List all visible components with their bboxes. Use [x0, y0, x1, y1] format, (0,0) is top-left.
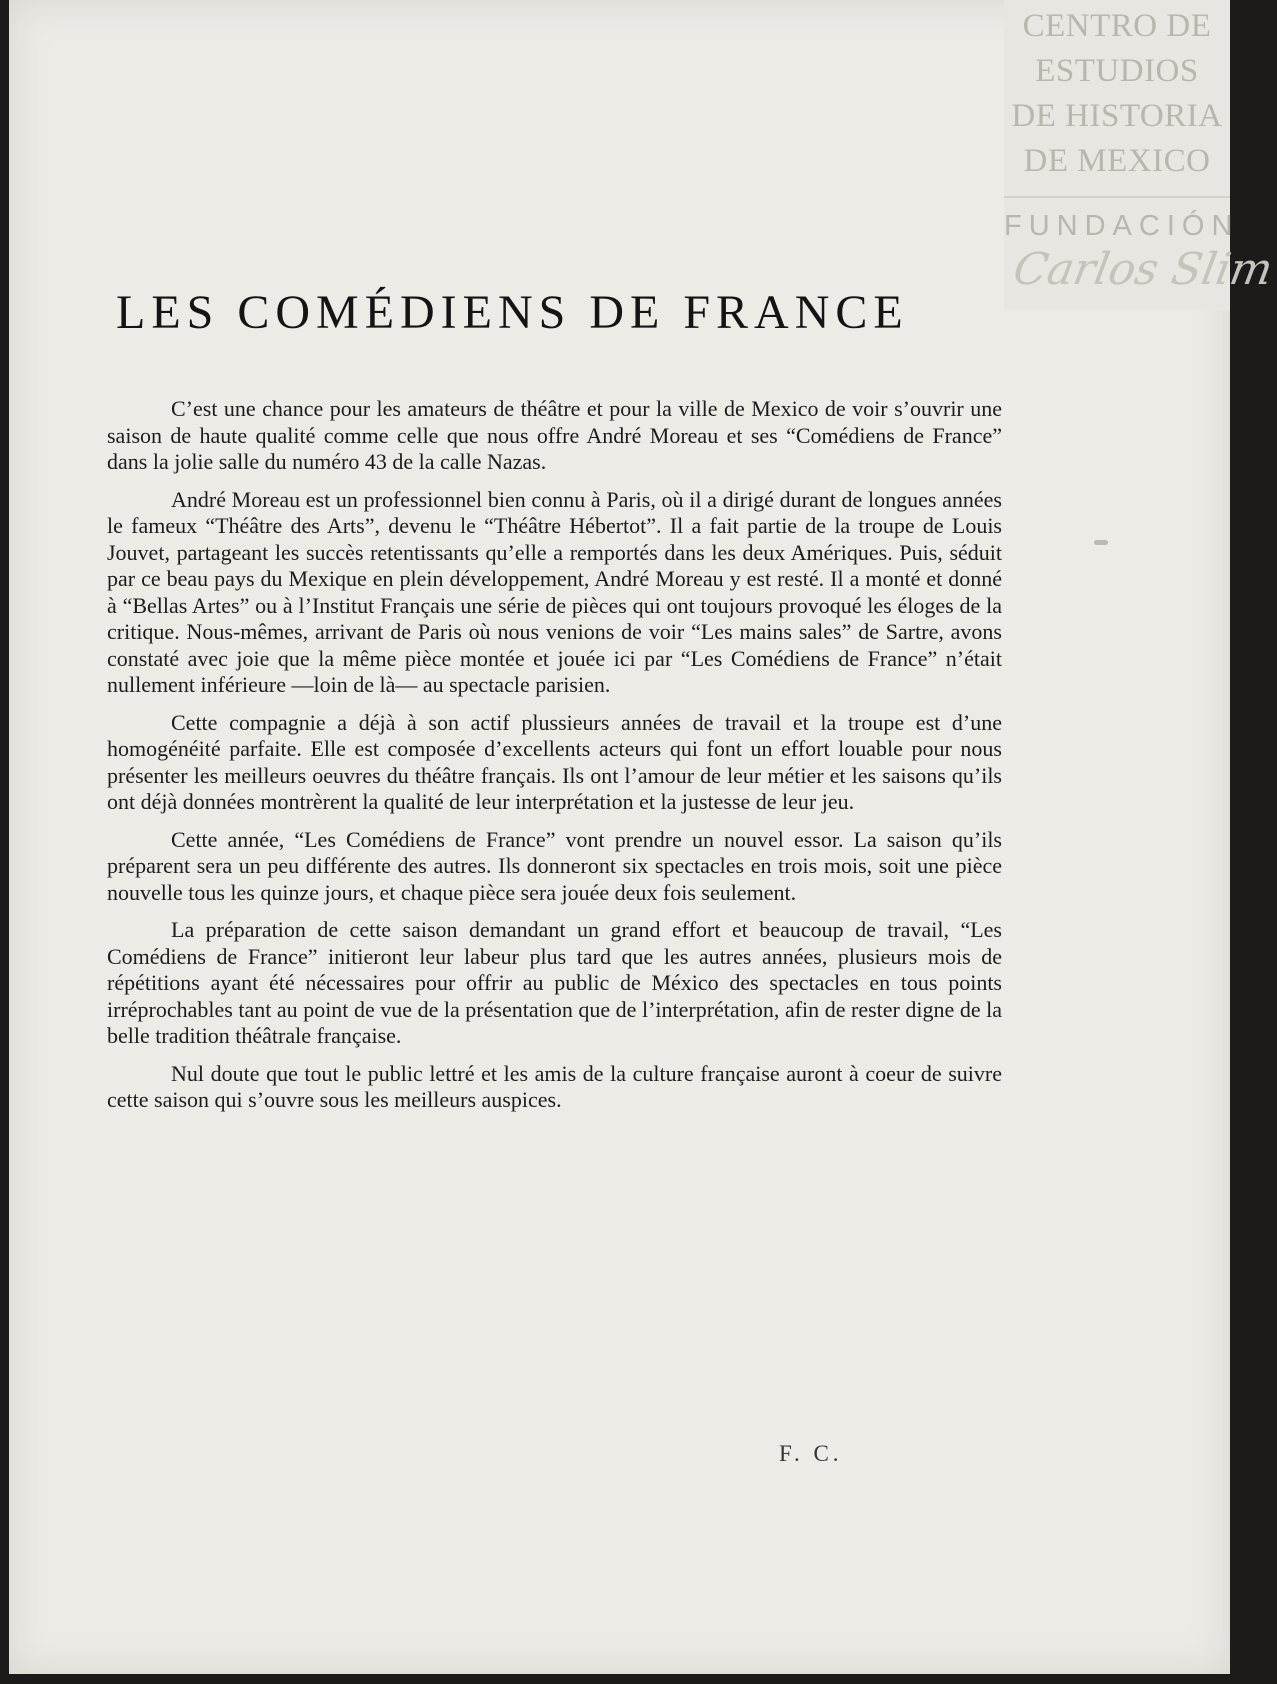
watermark-foundation: FUNDACIÓN [1004, 210, 1240, 242]
article-paragraph: La préparation de cette saison demandant un grand effort et beaucoup de travail, “Les Comédiens de France” initieront leur labeur plus tard que les autres années, plusieurs mois de répétitions ayant été nécessaires pour offrir au public de México des spectacles en tous points irréprochables tant au point de vue de la présentation que de l’interprétation, afin de rester digne de la belle tradition théâtrale française. [107, 917, 1002, 1048]
article-paragraph: Cette compagnie a déjà à son actif plussieurs années de travail et la troupe est d’une homogénéité parfaite. Elle est composée d’excellents acteurs qui font un effort louable pour nous présenter les meilleurs oeuvres du théâtre français. Ils ont l’amour de leur métier et les saisons qu’ils ont déjà données montrèrent la qualité de leur interprétation et la justesse de leur jeu. [107, 709, 1002, 814]
watermark-divider [1004, 196, 1230, 198]
archive-watermark [1004, 0, 1277, 310]
document-page [9, 0, 1277, 1674]
watermark-line: DE HISTORIA [1011, 98, 1223, 134]
article-paragraph: C’est une chance pour les amateurs de théâtre et pour la ville de Mexico de voir s’ouvrir une saison de haute qualité comme celle que nous offre André Moreau et ses “Comédiens de France” dans la jolie salle du numéro 43 de la calle Nazas. [107, 396, 1002, 474]
watermark-signature-logo: Carlos Slim [1009, 244, 1277, 295]
author-initials: F. C. [779, 1441, 843, 1466]
paper-speck [1094, 540, 1108, 545]
watermark-line: CENTRO DE [1022, 8, 1212, 44]
article-body [107, 396, 1002, 1125]
watermark-line: ESTUDIOS [1035, 53, 1199, 89]
article-title: LES COMÉDIENS DE FRANCE [116, 286, 909, 339]
watermark-line: DE MEXICO [1023, 143, 1211, 179]
article-paragraph: André Moreau est un professionnel bien connu à Paris, où il a dirigé durant de longues années le fameux “Théâtre des Arts”, devenu le “Théâtre Hébertot”. Il a fait partie de la troupe de Louis Jouvet, partageant les succès retentissants qu’elle a remportés dans les deux Amériques. Puis, séduit par ce beau pays du Mexique en plein développement, André Moreau y est resté. Il a monté et donné à “Bellas Artes” ou à l’Institut Français une série de pièces qui ont toujours provoqué les éloges de la critique. Nous-mêmes, arrivant de Paris où nous venions de voir “Les mains sales” de Sartre, avons constaté avec joie que la même pièce montée et jouée ici par “Les Comédiens de France” n’était nullement inférieure —loin de là— au spectacle parisien. [107, 486, 1002, 697]
article-paragraph: Cette année, “Les Comédiens de France” vont prendre un nouvel essor. La saison qu’ils préparent sera un peu différente des autres. Ils donneront six spectacles en trois mois, soit une pièce nouvelle tous les quinze jours, et chaque pièce sera jouée deux fois seulement. [107, 826, 1002, 905]
article-paragraph: Nul doute que tout le public lettré et les amis de la culture française auront à coeur de suivre cette saison qui s’ouvre sous les meilleurs auspices. [107, 1060, 1002, 1112]
